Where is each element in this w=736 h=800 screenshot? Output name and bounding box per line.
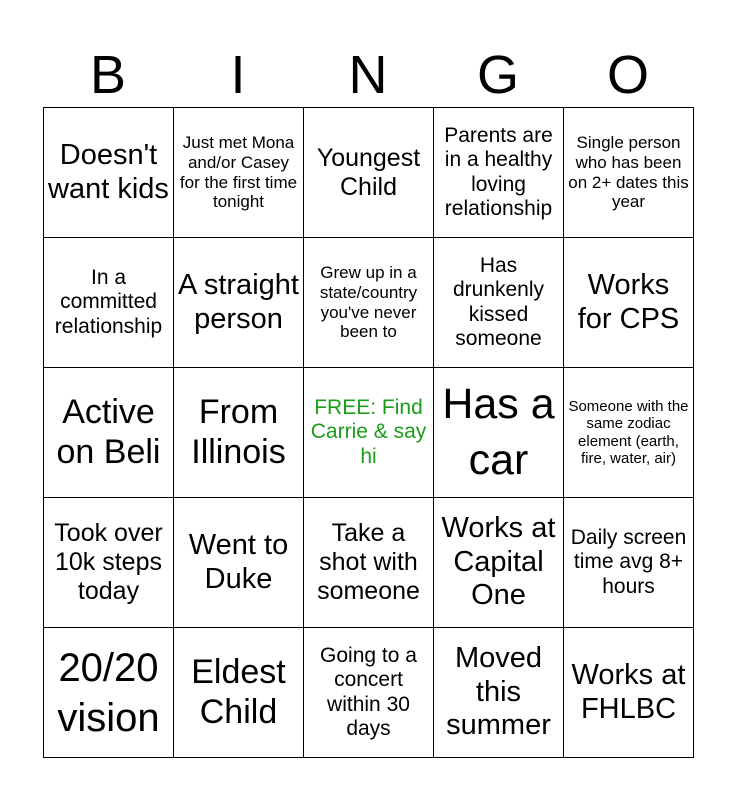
bingo-row	[44, 238, 694, 368]
bingo-cell[interactable]: Went to Duke	[174, 498, 304, 628]
bingo-cell[interactable]: Has drunkenly kissed someone	[434, 238, 564, 368]
header-letter-g: G	[476, 45, 519, 105]
bingo-cell[interactable]: Moved this summer	[434, 628, 564, 758]
bingo-row	[44, 368, 694, 498]
bingo-card	[43, 107, 694, 758]
bingo-cell[interactable]: Single person who has been on 2+ dates this year	[564, 108, 694, 238]
bingo-cell[interactable]: In a committed relationship	[44, 238, 174, 368]
bingo-cell[interactable]: Works at FHLBC	[564, 628, 694, 758]
bingo-cell[interactable]: Someone with the same zodiac element (earth, fire, water, air)	[564, 368, 694, 498]
free-space-cell[interactable]: FREE: Find Carrie & say hi	[304, 368, 434, 498]
bingo-cell[interactable]: Parents are in a healthy loving relationship	[434, 108, 564, 238]
bingo-cell[interactable]: Took over 10k steps today	[44, 498, 174, 628]
bingo-cell[interactable]: Doesn't want kids	[44, 108, 174, 238]
bingo-row	[44, 498, 694, 628]
bingo-cell[interactable]: Has a car	[434, 368, 564, 498]
bingo-cell[interactable]: Works at Capital One	[434, 498, 564, 628]
bingo-cell[interactable]: From Illinois	[174, 368, 304, 498]
bingo-cell[interactable]: Youngest Child	[304, 108, 434, 238]
header-letter-o: O	[606, 45, 649, 105]
bingo-cell[interactable]: A straight person	[174, 238, 304, 368]
bingo-header	[43, 44, 693, 106]
header-letter-b: B	[89, 45, 127, 105]
bingo-cell[interactable]: 20/20 vision	[44, 628, 174, 758]
bingo-cell[interactable]: Active on Beli	[44, 368, 174, 498]
bingo-cell[interactable]: Take a shot with someone	[304, 498, 434, 628]
header-letter-i: I	[230, 45, 246, 105]
bingo-row	[44, 108, 694, 238]
header-letter-n: N	[348, 45, 388, 105]
bingo-row	[44, 628, 694, 758]
bingo-cell[interactable]: Eldest Child	[174, 628, 304, 758]
bingo-cell[interactable]: Just met Mona and/or Casey for the first time tonight	[174, 108, 304, 238]
bingo-cell[interactable]: Going to a concert within 30 days	[304, 628, 434, 758]
bingo-cell[interactable]: Daily screen time avg 8+ hours	[564, 498, 694, 628]
bingo-cell[interactable]: Grew up in a state/country you've never been to	[304, 238, 434, 368]
bingo-cell[interactable]: Works for CPS	[564, 238, 694, 368]
